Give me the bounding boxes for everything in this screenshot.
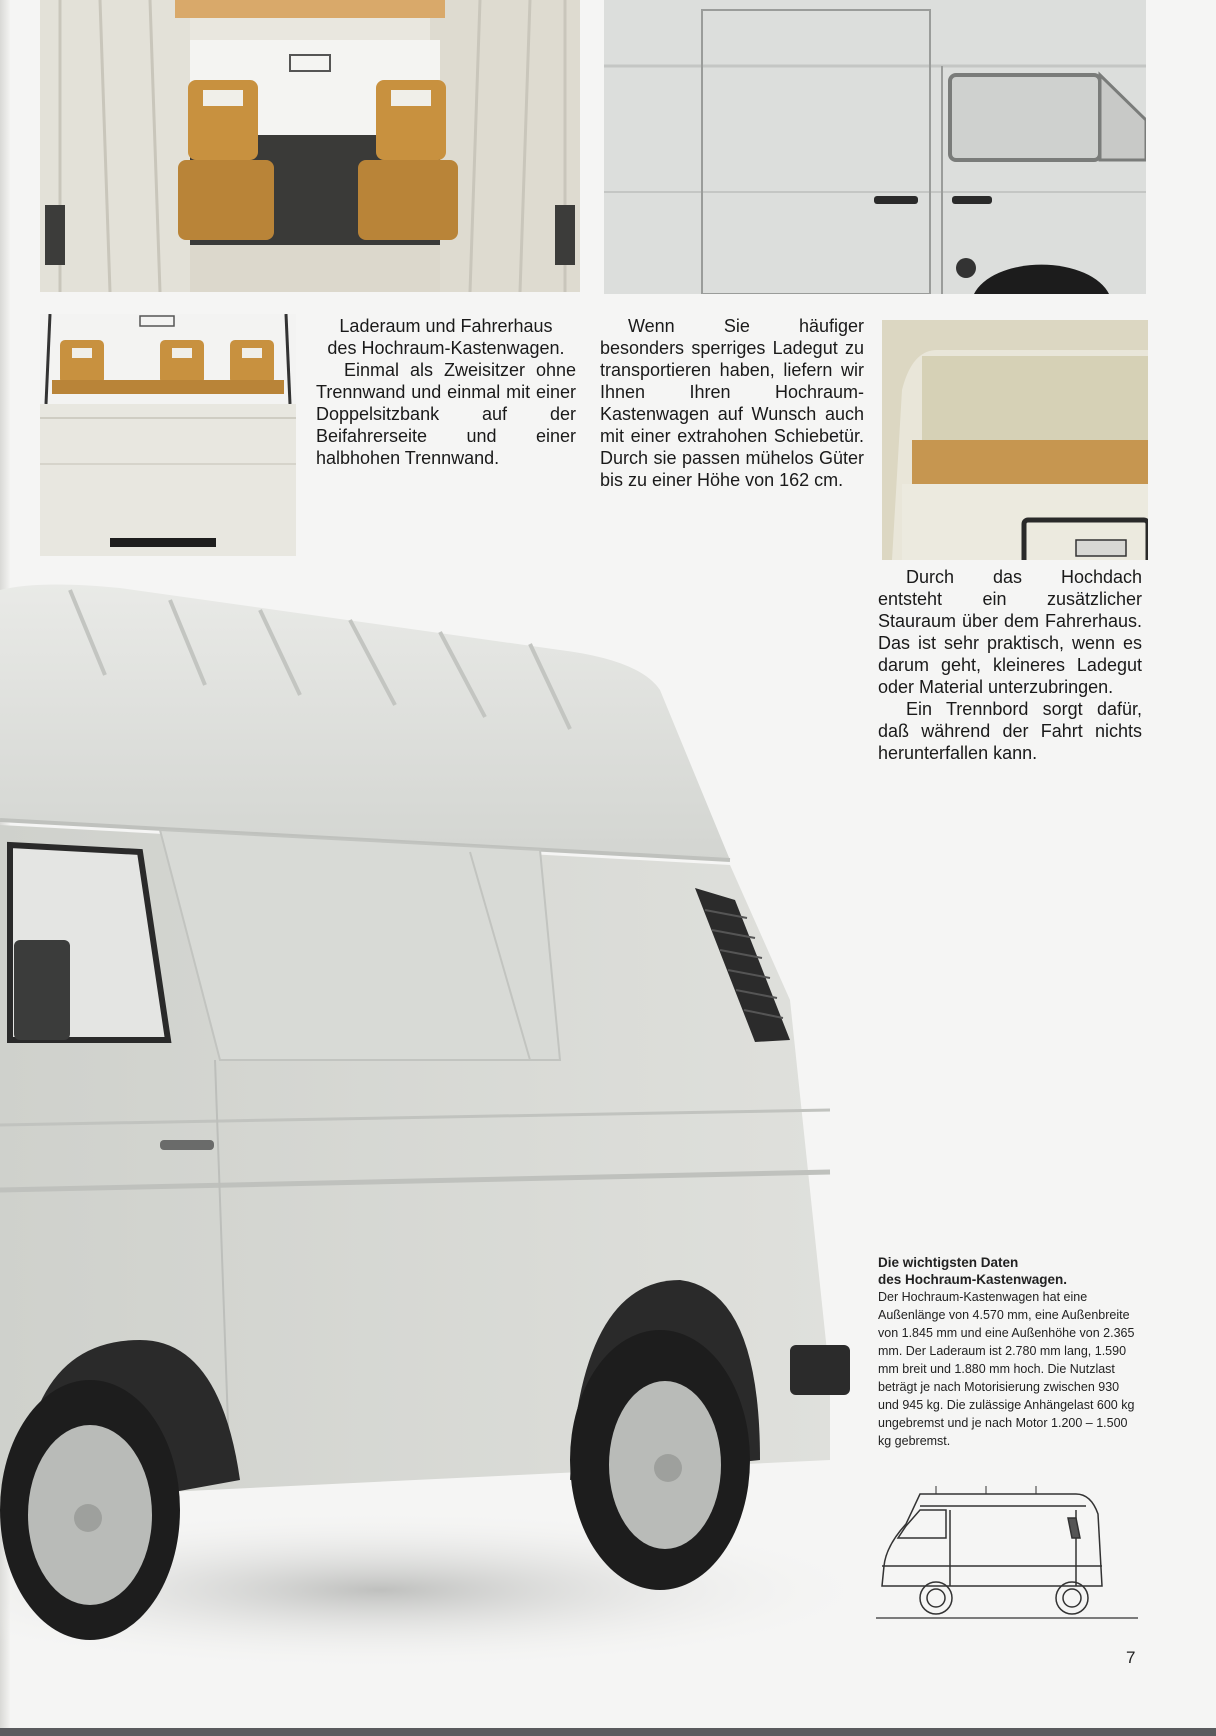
bench-partition-photo [40,314,296,556]
caption-cab-para-2: Einmal als Zweisitzer ohne Trennwand und einmal mit einer Doppelsitzbank auf der Beifahrerseite und einer halbhohen Trennwand. [316,360,576,468]
roof-shelf-photo [882,320,1148,560]
bottom-edge [0,1728,1216,1736]
caption-cab-para-1: Laderaum und Fahrerhaus des Hochraum-Kastenwagen. [327,316,565,358]
caption-roof-storage [878,566,1142,764]
specs-block [878,1254,1140,1450]
high-roof-van-photo [0,580,860,1680]
caption-sliding-door [600,315,864,491]
van-side-door-photo [604,0,1146,294]
caption-roof-para-2: Ein Trennbord sorgt dafür, daß während der Fahrt nichts herunterfallen kann. [878,699,1142,763]
page-number: 7 [1126,1648,1136,1667]
caption-roof-para-1: Durch das Hochdach entsteht ein zusätzlicher Stauraum über dem Fahrerhaus. Das ist sehr praktisch, wenn es darum geht, kleineres Ladegut oder Material unterzubringen. [878,567,1142,697]
specs-heading-2: des Hochraum-Kastenwagen. [878,1272,1068,1287]
cab-interior-photo [40,0,580,292]
van-line-drawing [876,1486,1138,1622]
caption-cab-interior [316,315,576,469]
specs-heading-1: Die wichtigsten Daten [878,1255,1019,1270]
specs-body: Der Hochraum-Kastenwagen hat eine Außenlänge von 4.570 mm, eine Außenbreite von 1.845 mm und eine Außenhöhe von 2.365 mm. Der Laderaum ist 2.780 mm lang, 1.590 mm breit und 1.880 mm hoch. Die Nutzlast beträgt je nach Motorisierung zwischen 930 und 945 kg. Die zulässige Anhängelast 600 kg ungebremst und je nach Motor 1.200 – 1.500 kg gebremst. [878,1290,1135,1448]
caption-door-para-1: Wenn Sie häufiger besonders sperriges Ladegut zu transportieren haben, liefern wir Ihnen Ihren Hochraum-Kastenwagen auf Wunsch auch mit einer extrahohen Schiebetür. Durch sie passen mühelos Güter bis zu einer Höhe von 162 cm. [600,316,864,490]
